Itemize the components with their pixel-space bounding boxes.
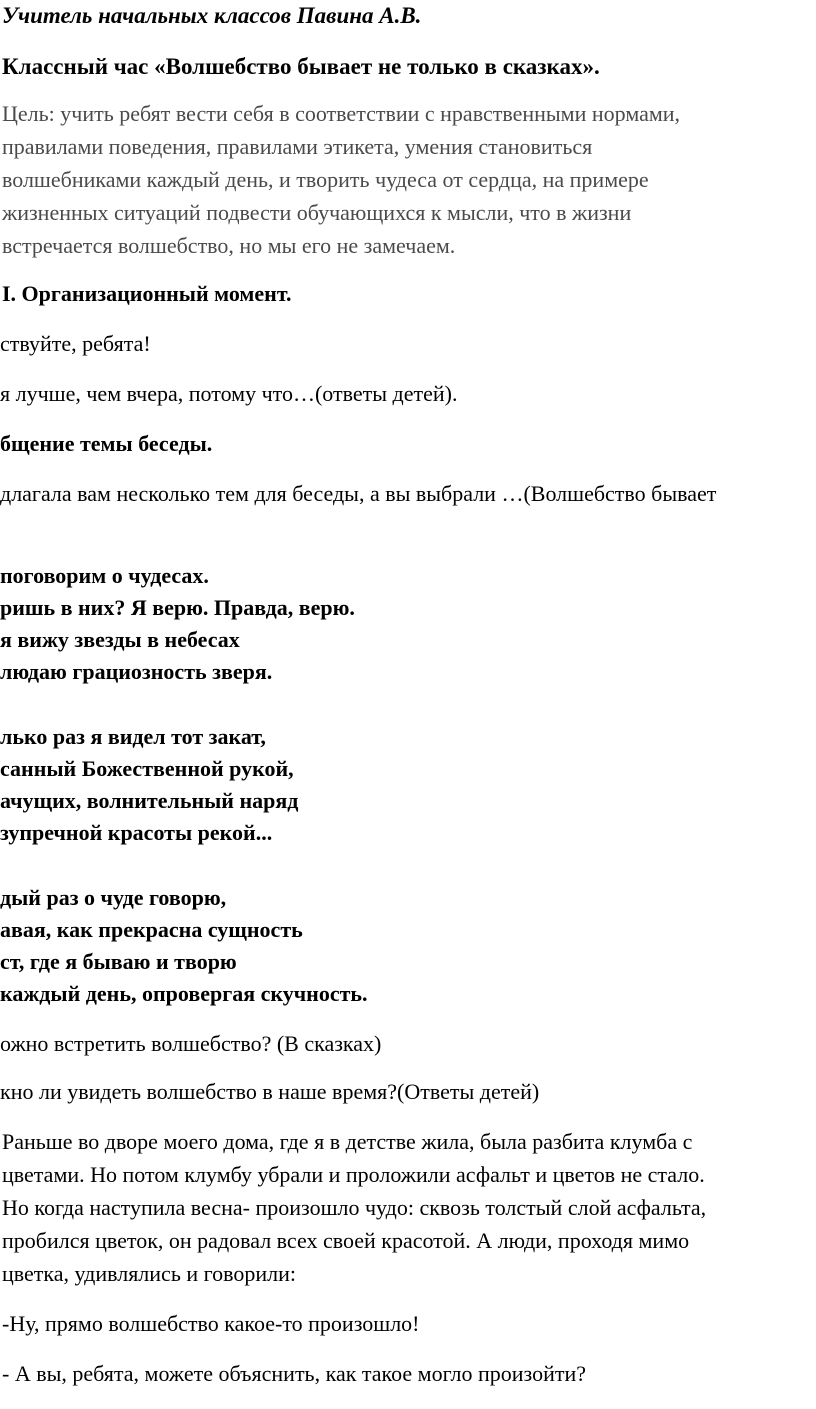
poem-line: каждый день, опровергая скучность. <box>0 981 368 1006</box>
poem-line: авая, как прекрасна сущность <box>0 917 303 942</box>
quote-line: -Ну, прямо волшебство какое-то произошло! <box>2 1311 420 1336</box>
topic-line: длагала вам несколько тем для беседы, а вы выбрали …(Волшебство бывает <box>0 481 717 506</box>
question-line: ожно встретить волшебство? (В сказках) <box>0 1031 382 1056</box>
poem-line: ст, где я бываю и творю <box>0 949 237 974</box>
poem-line: ачущих, волнительный наряд <box>0 788 299 813</box>
goal-line: жизненных ситуаций подвести обучающихся к мысли, что в жизни <box>2 200 632 225</box>
poem-line: поговорим о чудесах. <box>0 563 209 588</box>
author-line: Учитель начальных классов Павина А.В. <box>2 3 422 28</box>
greeting-line: ствуйте, ребята! <box>0 331 151 356</box>
story-line: цветка, удивлялись и говорили: <box>2 1261 296 1286</box>
story-line: цветами. Но потом клумбу убрали и проложили асфальт и цветов не стало. <box>2 1162 705 1187</box>
poem-line: лько раз я видел тот закат, <box>0 724 266 749</box>
poem-line: ришь в них? Я верю. Правда, верю. <box>0 595 355 620</box>
goal-line: правилами поведения, правилами этикета, умения становиться <box>2 134 593 159</box>
section-heading-topic: бщение темы беседы. <box>0 431 213 456</box>
story-line: пробился цветок, он радовал всех своей красотой. А люди, проходя мимо <box>2 1228 690 1253</box>
goal-line: Цель: учить ребят вести себя в соответствии с нравственными нормами, <box>2 101 681 126</box>
document-title: Классный час «Волшебство бывает не только в сказках». <box>2 54 600 79</box>
goal-line: волшебниками каждый день, и творить чудеса от сердца, на примере <box>2 167 649 192</box>
poem-line: санный Божественной рукой, <box>0 756 294 781</box>
story-line: Раньше во дворе моего дома, где я в детстве жила, была разбита клумба с <box>2 1129 693 1154</box>
question-line: кно ли увидеть волшебство в наше время?(Ответы детей) <box>0 1079 540 1104</box>
poem-line: людаю грациозность зверя. <box>0 659 273 684</box>
poem-line: дый раз о чуде говорю, <box>0 885 227 910</box>
mood-line: я лучше, чем вчера, потому что…(ответы детей). <box>0 381 458 406</box>
goal-line: встречается волшебство, но мы его не замечаем. <box>2 233 456 258</box>
closing-question: - А вы, ребята, можете объяснить, как такое могло произойти? <box>2 1361 586 1386</box>
section-heading-organizational: I. Организационный момент. <box>2 281 292 306</box>
poem-line: зупречной красоты рекой... <box>0 820 273 845</box>
story-line: Но когда наступила весна- произошло чудо: сквозь толстый слой асфальта, <box>2 1195 707 1220</box>
poem-line: я вижу звезды в небесах <box>0 627 240 652</box>
